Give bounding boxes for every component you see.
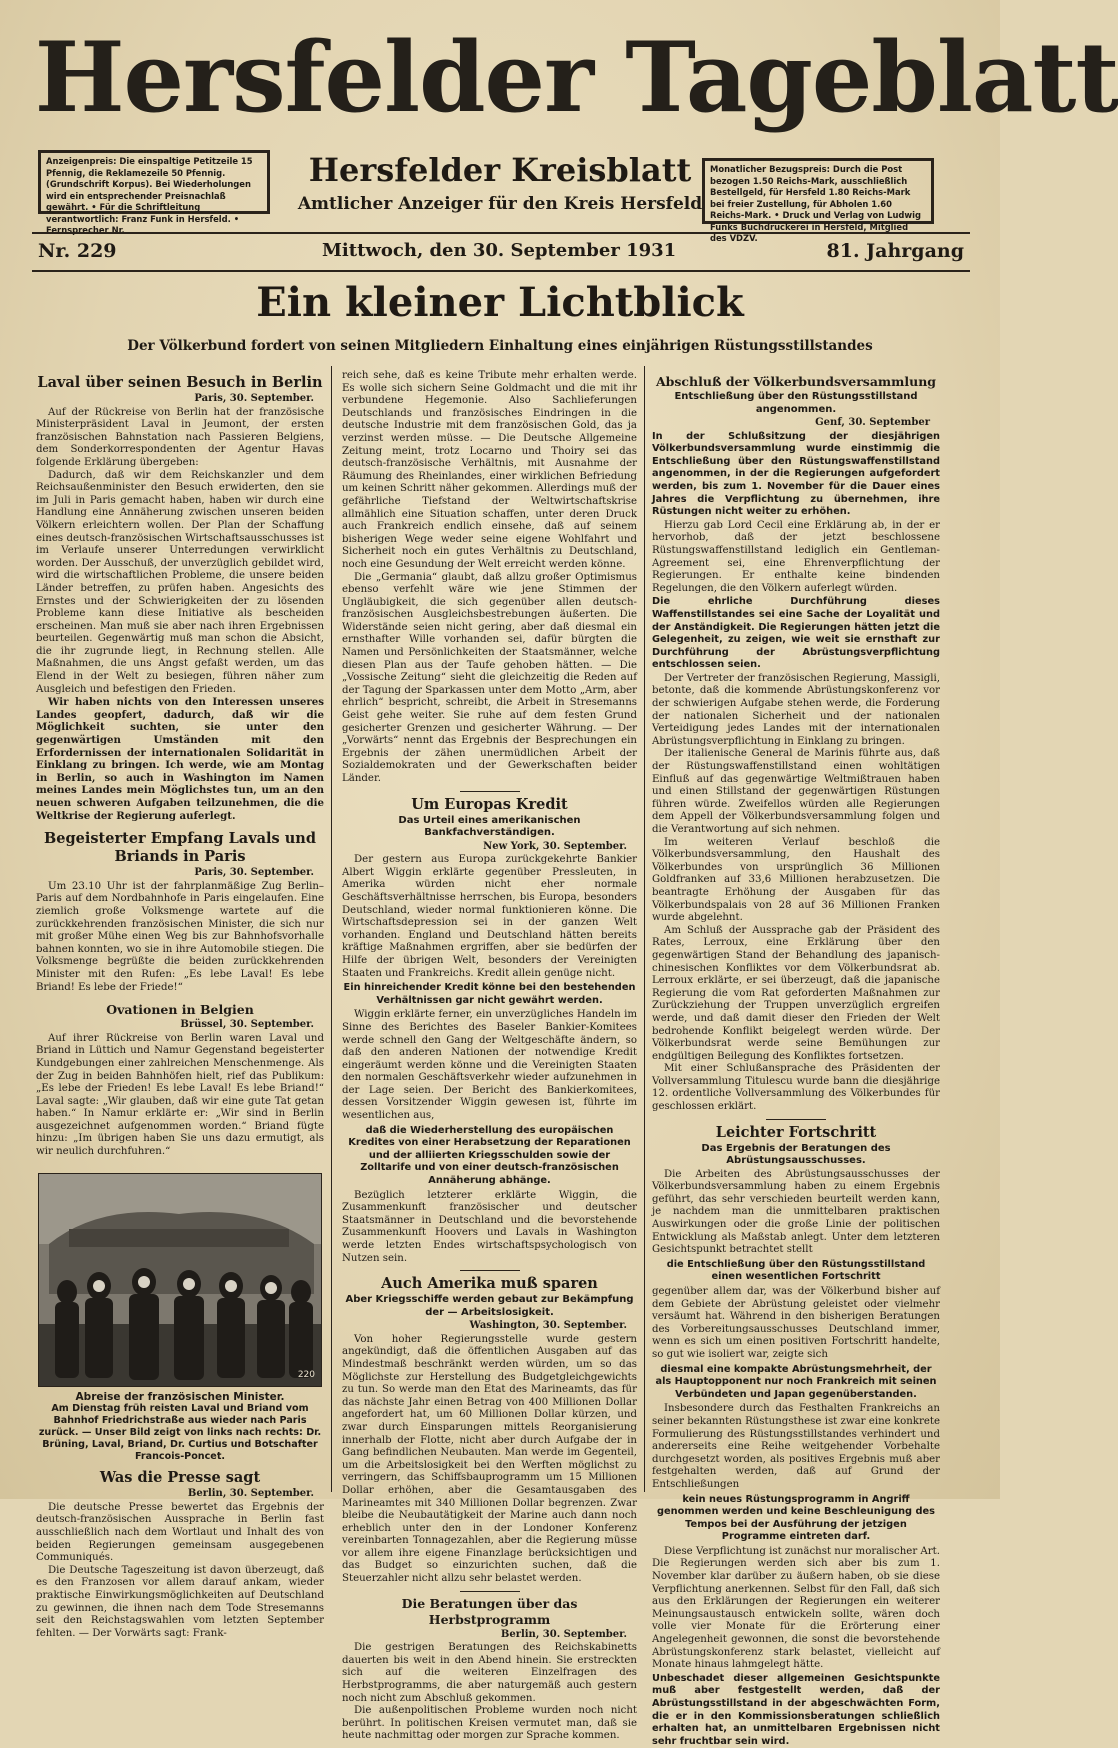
main-subheadline: Der Völkerbund fordert von seinen Mitgliedern Einhaltung eines einjährigen Rüstungsstillstandes	[127, 338, 873, 354]
article-paragraph: Der gestern aus Europa zurückgekehrte Bankier Albert Wiggin erklärte gegenüber Pressleuten, in Amerika würden nicht eher normale Geschäftsverhältnisse herrschen, bis Europa, besonders Deutschland, wieder normal funktionieren könne. Die Wirtschaftsdepression sei in der ganzen Welt vorhanden. England und Deutschland hätten bereits kräftige Maßnahmen ergriffen, aber sie bedürfen der Hilfe der übrigen Welt, besonders der Vereinigten Staaten und Frankreichs. Kredit allein genüge nicht.	[342, 854, 637, 979]
article-emphasis: kein neues Rüstungsprogramm in Angriff genommen werden und keine Beschleunigung des Tempos bei der Ausführung der jetzigen Programme eintreten darf.	[657, 1493, 935, 1543]
issue-number: Nr. 229	[38, 240, 117, 262]
article-title: Auch Amerika muß sparen	[381, 1275, 598, 1293]
article-title: Ovationen in Belgien	[106, 1002, 254, 1018]
article-dateline: Genf, 30. September	[815, 417, 930, 428]
article-paragraph: gegenüber allem dar, was der Völkerbund bisher auf dem Gebiete der Abrüstung geleistet oder vielmehr versäumt hat. Während in den bisherigen Beratungen des Vorbereitungsausschusses Deutschland immer, wenn es sich um einen positiven Fortschritt handelte, so gut wie isoliert war, zeigte sich	[652, 1286, 940, 1360]
article-deck: Aber Kriegsschiffe werden gebaut zur Bekämpfung der — Arbeitslosigkeit.	[345, 1294, 634, 1318]
article-paragraph: Mit einer Schlußansprache des Präsidenten der Vollversammlung Titulescu wurde bann die diesjährige 12. ordentliche Vollversammlung des Völkerbundes für geschlossen erklärt.	[652, 1063, 940, 1113]
article-title: Begeisterter Empfang Lavals und Briands in Paris	[44, 830, 316, 866]
article-emphasis: Unbeschadet dieser allgemeinen Gesichtspunkte muß aber festgestellt werden, daß der Abrüstungsstillstand in der abgeschwächten Form, die er in den Kommissionsberatungen schließlich erhalten hat, an unmittelbaren Ergebnissen nicht sehr fruchtbar sein wird.	[652, 1672, 940, 1747]
separator	[460, 1270, 520, 1271]
column-1	[36, 370, 324, 1639]
article-dateline: Brüssel, 30. September.	[180, 1019, 314, 1031]
main-headline: Ein kleiner Lichtblick	[256, 279, 744, 326]
article-dateline: Paris, 30. September.	[194, 393, 314, 404]
article-title: Laval über seinen Besuch in Berlin	[37, 374, 323, 391]
article-dateline: Washington, 30. September.	[469, 1320, 627, 1332]
article-dateline: Paris, 30. September.	[194, 867, 314, 879]
separator	[460, 791, 520, 792]
photo-number: 220	[297, 1370, 315, 1381]
article-title: Was die Presse sagt	[99, 1469, 261, 1487]
article-paragraph: Von hoher Regierungsstelle wurde gestern angekündigt, daß die öffentlichen Ausgaben auf das Mindestmaß beschränkt werden würden, um so das Möglichste zur Herstellung des Budgetgleichgewichts zu tun. So werde man den Etat des Marineamts, das für das nächste Jahr einen Betrag von 400 Millionen Dollar angefordert hat, um 60 Millionen Dollar kürzen, und zwar durch Einsparungen mittels Reorganisierung innerhalb der Flotte, nicht aber durch Aufgabe der in Gang befindlichen Neubauten. Man werde im Gegenteil, um die Arbeitslosigkeit bei den Werften möglichst zu verringern, das Schiffsbauprogramm um 15 Millionen Dollar erhöhen, aber die Gesamtausgaben des Marineamtes mit 340 Millionen Dollar begrenzen. Zwar bleibe die Neubautätigkeit der Marine auch dann noch erheblich unter den in der Londoner Konferenz vereinbarten Tonnagezahlen, aber die Regierung müsse vor allem ihre eigene Finanzlage berücksichtigen und das Budget so einzurichten suchen, daß die Steuerzahler nicht allzu sehr belastet werden.	[342, 1333, 637, 1585]
article-emphasis: daß die Wiederherstellung des europäischen Kredites von einer Herabsetzung der Reparationen und der alliierten Kriegsschulden sowie der Zolltarife und von einer deutsch-französischen Annäherung abhänge.	[348, 1124, 631, 1187]
article-title: Die Beratungen über das Herbstprogramm	[401, 1595, 578, 1627]
article-title: Abschluß der Völkerbundsversammlung	[655, 374, 937, 389]
article-paragraph: Am Schluß der Aussprache gab der Präsident des Rates, Lerroux, eine Erklärung über den gegenwärtigen Stand der Behandlung des japanisch-chinesischen Konfliktes vor dem Völkerbundsrat ab. Lerroux erklärte, er sei überzeugt, daß die japanische Regierung die vom Rat geforderten Maßnahmen zur Zurückziehung der Truppen unverzüglich ergreifen werde, und daß damit dieser den Frieden der Welt bedrohende Konflikt beigelegt werden würde. Der Völkerbundsrat werde seine Bemühungen zur endgültigen Beilegung des Konfliktes fortsetzen.	[652, 924, 940, 1062]
article-dateline: Berlin, 30. September.	[500, 1628, 627, 1640]
article-dateline: New York, 30. September.	[483, 840, 627, 852]
article-paragraph: Insbesondere durch das Festhalten Frankreichs an seiner bekannten Rüstungsthese ist zwar eine konkrete Formulierung des Rüstungsstillstandes verhindert und andererseits eine Reihe weitgehender Vorbehalte durchgesetzt worden, als positives Ergebnis muß aber festgehalten werden, daß auf Grund der Entschließungen	[652, 1403, 940, 1490]
article-paragraph: Die Arbeiten des Abrüstungsausschusses der Völkerbundsversammlung haben zu einem Ergebnis geführt, das sehr verschieden beurteilt werden kann, je nachdem man die unmittelbaren praktischen Auswirkungen oder die große Linie der politischen Entwicklung als Maßstab anlegt. Unter dem letzteren Gesichtspunkt betrachtet stellt	[652, 1168, 940, 1256]
article-paragraph: Die außenpolitischen Probleme wurden noch nicht berührt. In politischen Kreisen vermutet man, daß sie heute nachmittag oder morgen zur Sprache kommen.	[342, 1705, 637, 1742]
article-paragraph: Dadurch, daß wir dem Reichskanzler und dem Reichsaußenminister den Besuch erwiderten, den sie im Juli in Paris gemacht haben, haben wir durch eine Handlung eine Annäherung zwischen unseren beiden Völkern erleichtern wollen. Der Plan der Schaffung eines deutsch-französischen Wirtschaftsausschusses ist im Verlaufe unserer Unterredungen verwirklicht worden. Der Ausschuß, der unverzüglich gebildet wird, wird die wirtschaftlichen Probleme, die unsere beiden Länder betreffen, zu prüfen haben. Angesichts des Ernstes und der Schwierigkeiten der zu lösenden Probleme kann diese Initiative als bescheiden erscheinen. Man muß sie aber nach ihren Ergebnissen beurteilen. Gegenwärtig muß man schon die Absicht, die ihr zugrunde liegt, in Rechnung stellen. Alle Maßnahmen, die uns Angst gefaßt werden, um das Elend in der Welt zu besiegen, führen näher zum Ausgleich und befestigen den Frieden.	[36, 469, 324, 695]
column-3	[652, 370, 940, 1747]
separator	[766, 1119, 826, 1120]
article-paragraph: Diese Verpflichtung ist zunächst nur moralischer Art. Die Regierungen werden sich aber bis zum 1. November klar darüber zu äußern haben, ob sie diese Verpflichtung anerkennen. Selbst für den Fall, daß sich aus den Erklärungen der Regierungen ein weiterer Meinungsaustausch entwickeln sollte, wären doch volle vier Monate für die Erörterung einer Angelegenheit gewonnen, die sonst die bevorstehende Abrüstungskonferenz stark belastet, vielleicht auf Monate hinaus lahmgelegt hätte.	[652, 1545, 940, 1671]
article-paragraph: Bezüglich letzterer erklärte Wiggin, die Zusammenkunft französischer und deutscher Staatsmänner in Deutschland und die bevorstehende Zusammenkunft Hoovers und Lavals in Washington werde letzten Endes wirtschaftspsychologisch von Nutzen sein.	[342, 1189, 637, 1264]
article-paragraph: Die gestrigen Beratungen des Reichskabinetts dauerten bis weit in den Abend hinein. Sie erstreckten sich auf die weiteren Einzelfragen des Herbstprogramms, die aber naturgemäß auch gestern noch nicht zum Abschluß gekommen.	[342, 1642, 637, 1704]
article-paragraph: Die „Germania“ glaubt, daß allzu großer Optimismus ebenso verfehlt wäre wie jene Stimmen der Ungläubigkeit, die sich gegenüber allen deutsch-französischen Ausgleichsbestrebungen äußerten. Die Widerstände seien nicht gering, aber daß diesmal ein ernsthafter Wille vorhanden sei, dafür bürgten die Namen und Persönlichkeiten der Staatsmänner, welche diesen Plan aus der Taufe gehoben hätten. — Die „Vossische Zeitung“ sieht die gleichzeitig die Reden auf der Tagung der Sparkassen unter dem Motto „Arm, aber ehrlich“ bespricht, schreibt, die Arbeit in Stresemanns Geist gehe weiter. Sie ruhe auf dem festen Grund gesicherter Grenzen und gesicherter Währung. — Der „Vorwärts“ nennt das Ergebnis der Besprechungen ein Ergebnis der zähen unermüdlichen Arbeit der Sozialdemokraten und der Gewerkschaften beider Länder.	[342, 571, 637, 784]
news-photo	[38, 1173, 322, 1387]
article-title: Um Europas Kredit	[411, 795, 568, 813]
issue-date: Mittwoch, den 30. September 1931	[322, 240, 677, 261]
article-emphasis: die Entschließung über den Rüstungsstillstand einen wesentlichen Fortschritt	[666, 1258, 926, 1283]
column-divider	[644, 366, 645, 1492]
article-paragraph: Um 23.10 Uhr ist der fahrplanmäßige Zug Berlin–Paris auf dem Nordbahnhofe in Paris eingelaufen. Eine ziemlich große Volksmenge wartete auf die zurückkehrenden französischen Minister, die sich nur mit großer Mühe einen Weg bis zur Bahnhofsvorhalle bahnen konnten, wo sie in ihre Automobile stiegen. Die Volksmenge begrüßte die beiden zurückkehrenden Minister mit den Rufen: „Es lebe Laval! Es lebe Briand! Es lebe der Friede!“	[36, 880, 324, 993]
issue-dateline-bar	[32, 232, 970, 272]
article-title: Leichter Fortschritt	[715, 1123, 877, 1141]
volume-year: 81. Jahrgang	[826, 240, 964, 262]
article-emphasis: Die ehrliche Durchführung dieses Waffenstillstandes sei eine Sache der Loyalität und der Anständigkeit. Die Regierungen hätten jetzt die Gelegenheit, zu zeigen, wie weit sie ernsthaft zur Durchführung der Abrüstungsverpflichtung entschlossen seien.	[652, 596, 940, 671]
article-emphasis: Ein hinreichender Kredit könne bei den bestehenden Verhältnissen gar nicht gewährt werden.	[343, 982, 636, 1006]
article-paragraph: Auf der Rückreise von Berlin hat der französische Ministerpräsident Laval in Jeumont, der ersten französischen Bahnstation nach Passieren Belgiens, dem Sonderkorrespondenten der Agentur Havas folgende Erklärung übergeben:	[36, 406, 324, 468]
article-paragraph: reich sehe, daß es keine Tribute mehr erhalten werde. Es wolle sich sichern Seine Goldmacht und die mit ihr verbundene Hegemonie. Also Sachlieferungen Deutschlands und französisches Eindringen in die deutsche Industrie mit dem französischen Gold, das ja verzinst werden müsse. — Die Deutsche Allgemeine Zeitung meint, trotz Locarno und Thoiry sei das deutsch-französische Verhältnis, mit Ausnahme der Räumung des Rheinlandes, einer wirklichen Befriedung um keinen Schritt näher gekommen. Allerdings muß der gefährliche Tiefstand der Weltwirtschaftskrise allmählich eine Situation schaffen, unter deren Druck auch Frankreich endlich einsehe, daß auf seinem bisherigen Wege weder seine eigene Wohlfahrt und Sicherheit noch ein gutes Verhältnis zu Deutschland, noch eine Gesundung der Welt erreicht werden könne.	[342, 370, 637, 570]
article-paragraph: Der italienische General de Marinis führte aus, daß der Rüstungswaffenstillstand einen wohltätigen Einfluß auf das gegenwärtige Weltmißtrauen haben und einen Stillstand der gegenwärtigen Rüstungen führen würde. Zweifellos würden alle Regierungen dem Appell der Völkerbundsversammlung folgen und die Verantwortung auf sich nehmen.	[652, 748, 940, 835]
article-paragraph: Auf ihrer Rückreise von Berlin waren Laval und Briand in Lüttich und Namur Gegenstand begeisterter Kundgebungen einer zahlreichen Menschenmenge. Als der Zug in beiden Bahnhöfen hielt, rief das Publikum: „Es lebe der Frieden! Es lebe Laval! Es lebe Briand!“ Laval sagte: „Wir glauben, daß wir eine gute Tat getan haben.“ In Namur erklärte er: „Wir sind in Berlin ausgezeichnet aufgenommen worden.“ Briand fügte hinzu: „Im übrigen haben Sie uns dazu ermutigt, als wir neulich durchfuhren.“	[36, 1032, 324, 1158]
photo-caption-title: Abreise der französischen Minister.	[75, 1390, 285, 1403]
article-paragraph: Hierzu gab Lord Cecil eine Erklärung ab, in der er hervorhob, daß der jetzt beschlossene Rüstungswaffenstillstand lediglich ein Gentleman-Agreement sei, eine Ehrenverpflichtung der Regierungen. Er enthalte keine bindenden Regelungen, die den Völkern auferlegt würden.	[652, 519, 940, 594]
separator	[460, 1591, 520, 1592]
article-paragraph: Wiggin erklärte ferner, ein unverzügliches Handeln im Sinne des Berichtes des Baseler Bankier-Komitees werde schnell den Gang der Weltgeschäfte ändern, so daß den anderen Nationen der notwendige Kredit eingeräumt werden könne und die Vereinigten Staaten den normalen Geschäftsverkehr wieder aufzunehmen in der Lage seien. Der Bericht des Bankierkomitees, dessen Vorsitzender Wiggin gewesen ist, führte im wesentlichen aus,	[342, 1009, 637, 1122]
article-paragraph: Der Vertreter der französischen Regierung, Massigli, betonte, daß die kommende Abrüstungskonferenz vor der schwierigen Aufgabe stehen werde, die Forderung der nationalen Sicherheit und der nationalen Verteidigung jedes Landes mit der internationalen Abrüstungsverpflichtung in Einklang zu bringen.	[652, 672, 940, 747]
column-divider	[331, 366, 332, 1492]
article-deck: Das Urteil eines amerikanischen Bankfachverständigen.	[398, 814, 581, 839]
masthead-title: Hersfelder Tageblatt	[34, 21, 1118, 134]
article-paragraph: Wir haben nichts von den Interessen unseres Landes geopfert, dadurch, daß wir die Möglichkeit suchten, sie unter den gegenwärtigen Umständen mit den Erfordernissen der internationalen Solidarität in Einklang zu bringen. Ich werde, wie am Montag in Berlin, so auch in Washington im Namen meines Landes mein Möglichstes tun, um an den neuen schweren Aufgaben teilzunehmen, die die Weltkrise der Regierung auferlegt.	[36, 696, 324, 822]
article-emphasis: In der Schlußsitzung der diesjährigen Völkerbundsversammlung wurde einstimmig die Entschließung über den Rüstungswaffenstillstand angenommen, in der die Regierungen aufgefordert werden, bis zum 1. November für die Dauer eines Jahres die Verpflichtung zu übernehmen, ihre Rüstungen nicht weiter zu erhöhen.	[652, 430, 940, 518]
article-dateline: Berlin, 30. September.	[187, 1488, 314, 1500]
masthead-subtitle: Hersfelder Kreisblatt	[308, 151, 692, 189]
masthead-tagline: Amtlicher Anzeiger für den Kreis Hersfeld	[297, 194, 703, 214]
subscription-price-box: Monatlicher Bezugspreis: Durch die Post bezogen 1.50 Reichs-Mark, ausschließlich Bestellgeld, für Hersfeld 1.80 Reichs-Mark bei freier Zustellung, für Abholen 1.60 Reichs-Mark. • Druck und Verlag von Ludwig Funks Buchdruckerei in Hersfeld, Mitglied des VDZV.	[702, 158, 934, 224]
article-emphasis: diesmal eine kompakte Abrüstungsmehrheit, der als Hauptopponent nur noch Frankreich mit seinen Verbündeten und Japan gegenüberstanden.	[655, 1363, 937, 1400]
article-deck: Das Ergebnis der Beratungen des Abrüstungsausschusses.	[701, 1142, 891, 1167]
article-paragraph: Die deutsche Presse bewertet das Ergebnis der deutsch-französischen Aussprache in Berlin fast ausschließlich nach dem Wortlaut und Inhalt des von beiden Regierungen gemeinsam ausgegebenen Communiqués.	[36, 1501, 324, 1564]
photo-image	[39, 1174, 321, 1386]
column-2	[342, 370, 637, 1742]
photo-caption: Am Dienstag früh reisten Laval und Briand vom Bahnhof Friedrichstraße aus wieder nach Paris zurück. — Unser Bild zeigt von links nach rechts: Dr. Brüning, Laval, Briand, Dr. Curtius und Botschafter Francois-Poncet.	[38, 1403, 322, 1463]
article-paragraph: Im weiteren Verlauf beschloß die Völkerbundsversammlung, den Haushalt des Völkerbundes von ursprünglich 36 Millionen Goldfranken auf 33,6 Millionen herabzusetzen. Die beantragte Erhöhung der Ausgaben für das Völkerbundspalais von 28 auf 36 Millionen Franken wurde abgelehnt.	[652, 836, 940, 924]
advertising-rates-box: Anzeigenpreis: Die einspaltige Petitzeile 15 Pfennig, die Reklamezeile 50 Pfennig. (Grundschrift Korpus). Bei Wiederholungen wird ein entsprechender Preisnachlaß gewährt. • Für die Schriftleitung verantwortlich: Franz Funk in Hersfeld. • Fernsprecher Nr.	[38, 150, 270, 214]
article-deck: Entschließung über den Rüstungsstillstand angenommen.	[674, 391, 918, 415]
article-paragraph: Die Deutsche Tageszeitung ist davon überzeugt, daß es den Franzosen vor allem darauf ankam, wieder praktische Einwirkungsmöglichkeiten auf Deutschland zu gewinnen, die ihnen nach dem Tode Stresemanns seit den Reichstagswahlen vom letzten September fehlten. — Der Vorwärts sagt: Frank-	[36, 1564, 324, 1639]
